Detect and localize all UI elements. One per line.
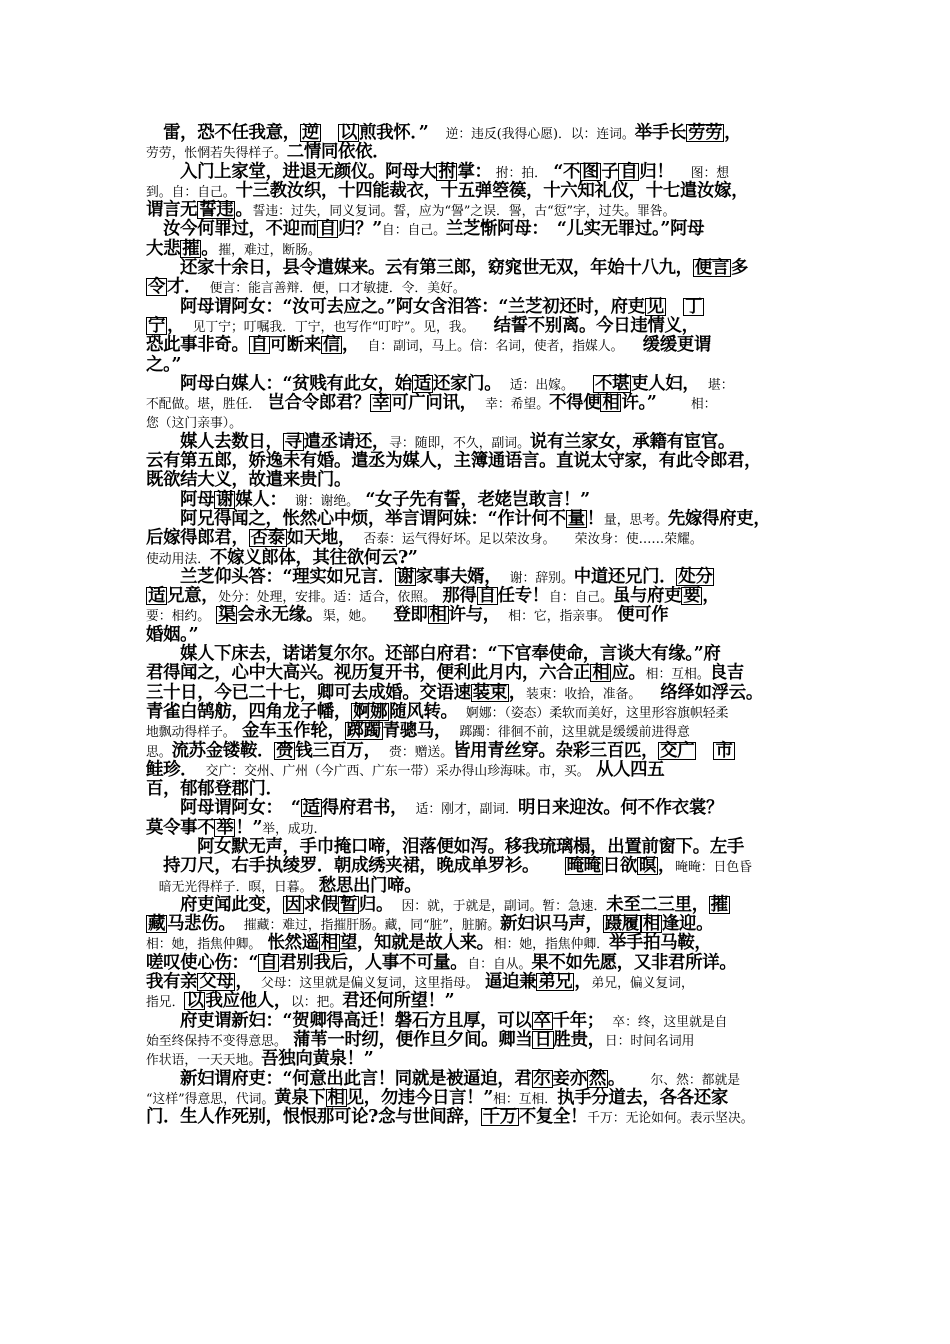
main-text: ， xyxy=(235,972,261,993)
main-text: 莫令事不 xyxy=(146,817,215,838)
main-text: 持刀尺，右手执绫罗．朝成绣夹裙，晚成单罗衫。 xyxy=(146,856,565,877)
text-line xyxy=(146,549,820,568)
main-text: 随风转。 xyxy=(389,701,467,722)
main-text: 应。 xyxy=(611,663,646,684)
text-line xyxy=(146,664,820,683)
annotation-note: 相：她，指焦仲卿。 xyxy=(146,937,268,953)
boxed-keyword: 暝 xyxy=(638,856,657,877)
main-text: 十三教汝织，十四能裁衣，十五弹箜篌，十六知礼仪，十七遣汝嫁， xyxy=(235,180,749,201)
boxed-keyword: 然 xyxy=(588,1068,606,1089)
annotation-note: 举，成功. xyxy=(262,821,318,837)
annotation-note: 寻：随即，不久，副词。 xyxy=(389,435,530,451)
boxed-keyword: 自 xyxy=(250,335,268,356)
annotation-note: 使动用法． xyxy=(146,551,210,567)
main-text: 果不如先愿，又非君所详。 xyxy=(531,952,737,973)
annotation-note: 适：出嫁。 xyxy=(509,377,593,393)
main-text: 许。” xyxy=(621,393,691,414)
text-line xyxy=(146,471,820,490)
text-line xyxy=(146,433,820,452)
boxed-keyword: 市 xyxy=(715,740,733,761)
main-text: 后嫁得郎君， xyxy=(146,528,249,549)
main-text: 遣丞请还， xyxy=(303,431,390,452)
text-line xyxy=(146,587,820,606)
boxed-keyword: 拊 xyxy=(438,161,456,182)
text-line xyxy=(146,722,820,741)
annotation-note: 适：刚才，副词． xyxy=(415,802,518,818)
main-text: 阿母谓阿女： “ xyxy=(180,798,301,819)
text-line xyxy=(146,143,820,162)
annotation-note: 劳劳，怅惘若失得样子。 xyxy=(146,146,287,162)
boxed-keyword: 幸 xyxy=(372,393,390,414)
boxed-keyword: 相 xyxy=(602,393,620,414)
boxed-keyword: 自 xyxy=(478,586,496,607)
main-text: ， xyxy=(702,586,720,607)
main-text: 青骢马， xyxy=(382,721,460,742)
main-text: 愁思出门啼。 xyxy=(318,875,422,896)
main-text xyxy=(321,123,338,143)
main-text: 府吏闻此变， xyxy=(180,894,283,915)
main-text: 府吏谓新妇：“贺卿得高迁！磐石方且厚，可以 xyxy=(180,1010,532,1031)
text-line xyxy=(146,298,820,317)
annotation-note: 地飘动得样子。 xyxy=(146,725,242,741)
boxed-keyword: 尔 xyxy=(533,1068,551,1089)
main-text: 阿母白媒人：“贫贱有此女，始 xyxy=(180,373,412,394)
boxed-keyword: 信 xyxy=(322,335,341,356)
text-line xyxy=(146,1108,820,1127)
boxed-keyword: 蹑履 xyxy=(604,914,639,935)
boxed-keyword: 适 xyxy=(413,373,431,394)
main-text: 之。” xyxy=(146,354,182,375)
annotation-note: 以：把。 xyxy=(290,995,343,1011)
annotation-note: 谢：辞别。 xyxy=(509,570,574,586)
boxed-keyword: 以 xyxy=(186,991,204,1012)
annotation-note: 暗无光得样子．暝，日暮。 xyxy=(146,879,319,895)
main-text: 我应他人， xyxy=(205,991,291,1012)
annotation-note: 到。自：自己。 xyxy=(146,184,236,200)
annotation-note: 赍：赠送。 xyxy=(389,744,454,760)
main-text: 多 xyxy=(730,258,749,279)
main-text: 登即 xyxy=(393,605,428,626)
main-text: 阿母 xyxy=(180,489,215,510)
boxed-keyword: 相 xyxy=(429,605,447,626)
boxed-keyword: 适 xyxy=(302,798,320,819)
boxed-keyword: 图 xyxy=(582,161,600,182)
main-text: 虽与府吏 xyxy=(612,586,682,607)
main-text: ， xyxy=(658,856,676,877)
main-text: 阿兄得闻之，怅然心中烦，举言谓阿妹：“作计何不 xyxy=(180,508,566,529)
main-text: 新妇谓府吏：“何意出此言！同就是被逼迫，君 xyxy=(180,1068,532,1089)
text-line xyxy=(146,742,820,761)
annotation-note: 婀娜：（姿态）柔软而美好，这里形容旗帜轻柔 xyxy=(466,705,729,721)
main-text: 执手分道去，各各还家 xyxy=(557,1087,728,1108)
annotation-note: 自：副词，马上。信：名词，使者，指媒人。 xyxy=(367,339,643,355)
main-text: 妾亦 xyxy=(552,1068,587,1089)
main-text: 媒人： xyxy=(235,489,295,510)
annotation-note: 自：自从。 xyxy=(467,956,532,972)
text-line xyxy=(146,626,820,645)
annotation-note: 处分：处理，安排。适：适合，依照。 xyxy=(218,590,443,606)
annotation-note: 千万：无论如何。表示坚决。 xyxy=(587,1111,754,1127)
text-line xyxy=(146,1089,820,1108)
main-text: 门．生人作死别，恨恨那可论?念与世间辞， xyxy=(146,1107,481,1128)
text-line xyxy=(146,491,820,510)
text-line xyxy=(146,838,820,857)
annotation-note: 弟兄，偏义复词， xyxy=(591,976,694,992)
boxed-keyword: 谢 xyxy=(396,566,414,587)
main-text: 未至二三里， xyxy=(606,894,709,915)
text-line xyxy=(146,240,820,259)
text-line xyxy=(146,182,820,201)
annotation-note: 尔、然：都就是 xyxy=(650,1072,741,1088)
main-text: 说有兰家女，承籍有宦官。 xyxy=(529,431,735,452)
annotation-note: 相：她，指焦仲卿． xyxy=(493,937,609,953)
main-text: 百，郁郁登郡门． xyxy=(146,779,283,800)
main-text: ！” xyxy=(235,817,263,838)
annotation-note: 交广：交州、广州（今广西、广东一带）采办得山珍海味。市，买。 xyxy=(205,763,596,779)
text-line xyxy=(146,896,820,915)
text-line xyxy=(146,510,820,529)
main-text: 良吉 xyxy=(709,663,744,684)
main-text: ， xyxy=(574,972,592,993)
annotation-note: 父母：这里就是偏义复词，这里指母。 xyxy=(260,976,485,992)
annotation-note: 相：互相． xyxy=(493,1091,558,1107)
annotation-note: 思。 xyxy=(146,744,172,760)
main-text: 二情同依依． xyxy=(286,142,390,163)
text-line xyxy=(146,220,820,239)
main-text: 蒲苇一时纫，便作旦夕间。卿当 xyxy=(293,1029,533,1050)
text-line xyxy=(146,915,820,934)
main-text: 阿母谓阿女：“汝可去应之。”阿女含泪答：“兰芝初还时，府吏 xyxy=(180,296,645,317)
main-text: ！ xyxy=(586,508,604,529)
main-text: 汝今何罪过，不迎而 xyxy=(146,219,317,240)
text-line xyxy=(146,375,820,394)
annotation-note: 相：互相。 xyxy=(645,667,710,683)
annotation-note: 相： xyxy=(690,397,717,413)
main-text: 日欲 xyxy=(602,856,637,877)
main-text xyxy=(666,297,683,317)
text-line xyxy=(146,992,820,1011)
boxed-keyword: 誓违 xyxy=(199,200,234,221)
main-text: 恐此事非奇。 xyxy=(146,335,249,356)
main-text: ， xyxy=(508,682,527,703)
text-line xyxy=(146,413,820,432)
text-line xyxy=(146,761,820,780)
main-text: 那得 xyxy=(442,586,477,607)
text-line xyxy=(146,954,820,973)
main-text: 还家门。 xyxy=(432,373,510,394)
main-text: 大悲 xyxy=(146,238,181,259)
annotation-note: 因：就，于就是，副词。暂：急速． xyxy=(401,898,607,914)
text-line xyxy=(146,799,820,818)
main-text: 嗟叹使心伤：“ xyxy=(146,952,259,973)
annotation-note: 您（这门亲事）。 xyxy=(146,416,242,432)
main-text: 胜贵， xyxy=(553,1029,605,1050)
boxed-keyword: 要 xyxy=(683,586,701,607)
boxed-keyword: 宁 xyxy=(148,315,166,336)
main-text: ， xyxy=(167,315,193,336)
main-text: 君还何所望！” xyxy=(342,991,455,1012)
boxed-keyword: 父母 xyxy=(199,972,234,993)
annotation-note: 装束：收拾，准备。 xyxy=(526,686,661,702)
main-text: 便可作 xyxy=(617,605,669,626)
text-line xyxy=(146,1070,820,1089)
text-line xyxy=(146,317,820,336)
text-line xyxy=(146,703,820,722)
annotation-note: 不配做。堪，胜任． xyxy=(146,397,268,413)
main-text: 掌： xyxy=(457,161,483,182)
annotation-note: 始至终保持不变得意思。 xyxy=(146,1033,294,1049)
text-line xyxy=(146,278,820,297)
main-text: 兰芝惭阿母： “儿实无罪过。”阿母 xyxy=(445,219,705,240)
main-text xyxy=(696,741,713,761)
text-line xyxy=(146,356,820,375)
main-text: 三十日，今已二十七，卿可去成婚。交语速 xyxy=(146,682,471,703)
main-text: 会永无缘。 xyxy=(237,605,323,626)
main-text: 如天地， xyxy=(286,528,364,549)
main-text: 先嫁得府吏， xyxy=(667,508,771,529)
boxed-keyword: 相 xyxy=(642,914,660,935)
text-line xyxy=(146,819,820,838)
main-text: 煎我怀．” xyxy=(359,123,446,143)
annotation-note: “这样”得意思，代词。 xyxy=(146,1091,275,1107)
boxed-keyword: 令 xyxy=(148,277,166,298)
text-line xyxy=(146,780,820,799)
boxed-keyword: 晻晻 xyxy=(566,856,601,877)
main-text: 缓缓更谓 xyxy=(642,335,712,356)
annotation-note: 晻晻：日色昏 xyxy=(675,860,752,876)
main-text: 家事夫婿， xyxy=(415,566,510,587)
text-line xyxy=(146,684,820,703)
main-text: 络绎如浮云。 xyxy=(660,682,763,703)
main-text: 见，勿违今日言！” xyxy=(346,1087,494,1108)
main-text: 婚姻。” xyxy=(146,624,199,645)
text-line xyxy=(146,934,820,953)
annotation-note: 否泰：运气得好坏。足以荣汝身。 荣汝身：使……荣耀。 xyxy=(363,532,703,548)
main-text: 结誓不别离。今日违情义， xyxy=(493,315,699,336)
main-text: 求假 xyxy=(303,894,338,915)
main-text: 归！ xyxy=(639,161,691,182)
text-line xyxy=(146,1050,820,1069)
main-text: 不得便 xyxy=(549,393,601,414)
boxed-keyword: 相 xyxy=(320,933,338,954)
annotation-note: 作状语，一天天地。 xyxy=(146,1053,262,1069)
main-text: 许与， xyxy=(448,605,509,626)
annotation-note: 渠，她。 xyxy=(322,609,394,625)
main-text: 举手拍马鞍， xyxy=(608,933,712,954)
main-text: 金车玉作轮， xyxy=(241,721,345,742)
annotation-note: 幸：希望。 xyxy=(485,397,550,413)
main-text: 钱三百万， xyxy=(295,740,390,761)
main-text: 逼迫兼 xyxy=(484,972,537,993)
main-text: 新妇识马声， xyxy=(500,914,603,935)
text-line xyxy=(146,201,820,220)
boxed-keyword: 自 xyxy=(260,952,278,973)
text-line xyxy=(146,163,820,182)
annotation-note: 踯躅：徘徊不前，这里就是缓缓前进得意 xyxy=(459,725,690,741)
main-text: 兰芝仰头答：“理实如兄言． xyxy=(180,566,395,587)
main-text: 子 xyxy=(601,161,619,182)
boxed-keyword: 否泰 xyxy=(250,528,285,549)
text-line xyxy=(146,606,820,625)
main-text: 怅然遥 xyxy=(267,933,319,954)
annotation-note: 指兄． xyxy=(146,995,185,1011)
main-text: ， xyxy=(342,335,368,356)
boxed-keyword: 处分 xyxy=(678,566,713,587)
boxed-keyword: 千万 xyxy=(482,1107,517,1128)
boxed-keyword: 因 xyxy=(284,894,302,915)
main-text: 不复全！ xyxy=(518,1107,588,1128)
text-line xyxy=(146,645,820,664)
boxed-keyword: 逆 xyxy=(301,123,319,143)
main-text: 媒人去数日， xyxy=(180,431,283,452)
main-text: 任专！ xyxy=(497,586,549,607)
boxed-keyword: 摧 xyxy=(182,238,200,259)
annotation-note: 堪： xyxy=(707,377,734,393)
main-text: 阿女默无声，手巾掩口啼，泪落便如泻。移我琉璃榻，出置前窗下。左手 xyxy=(180,836,744,857)
boxed-keyword: 相 xyxy=(592,663,610,684)
main-text: 可广问讯， xyxy=(391,393,486,414)
annotation-note: 量，思考。 xyxy=(603,512,668,528)
text-line xyxy=(146,336,820,355)
annotation-note: 便言：能言善辩．便，口才敏捷．令．美好。 xyxy=(209,281,466,297)
text-line xyxy=(146,857,820,876)
main-text: 还家十余日，县令遣媒来。云有第三郎，窈窕世无双，年始十八九， xyxy=(180,258,693,279)
annotation-note: 日：时间名词用 xyxy=(604,1033,695,1049)
main-text: 。 xyxy=(235,200,253,221)
main-text: 兄意， xyxy=(167,586,219,607)
annotation-note: 自：自己。 xyxy=(548,590,613,606)
main-text: ， xyxy=(724,123,742,143)
boxed-keyword: 藏 xyxy=(148,914,166,935)
boxed-keyword: 日 xyxy=(534,1029,552,1050)
main-text: 吾独向黄泉！” xyxy=(261,1049,374,1070)
annotation-note: 相：它，指亲事。 xyxy=(508,609,618,625)
boxed-keyword: 举 xyxy=(216,817,234,838)
boxed-keyword: 不堪 xyxy=(594,373,630,394)
boxed-keyword: 踯躅 xyxy=(346,721,381,742)
boxed-keyword: 丁 xyxy=(684,296,703,317)
main-text: 千年； xyxy=(552,1010,613,1031)
main-text: 云有第五郎，娇逸未有婚。遣丞为媒人，主簿通语言。直说太守家，有此令郎君， xyxy=(146,451,762,472)
main-text: 媒人下床去，诺诺复尔尔。还部白府君：“下官奉使命，言谈大有缘。”府 xyxy=(180,644,721,665)
annotation-note: 自：自己。 xyxy=(381,223,446,239)
main-text: 得府君书， xyxy=(321,798,416,819)
boxed-keyword: 渠 xyxy=(218,605,236,626)
main-text: 马悲伤。 xyxy=(167,914,244,935)
boxed-keyword: 量 xyxy=(567,508,585,529)
text-line xyxy=(146,877,820,896)
annotation-note: 摧，难过，断肠。 xyxy=(218,242,321,258)
main-text: 望，知就是故人来。 xyxy=(339,933,494,954)
annotation-note: 摧藏：难过，指摧肝肠。藏，同“脏”，脏腑。 xyxy=(243,918,501,934)
text-line xyxy=(146,124,820,143)
text-line xyxy=(146,1012,820,1031)
boxed-keyword: 摧 xyxy=(710,894,728,915)
boxed-keyword: 弟兄 xyxy=(538,972,573,993)
boxed-keyword: 以 xyxy=(340,123,358,143)
annotation-note: 要：相约。 xyxy=(146,609,217,625)
main-text: 青雀白鹄舫，四角龙子幡， xyxy=(146,701,352,722)
main-text: 皆用青丝穿。杂彩三百匹， xyxy=(453,740,659,761)
main-text: 鲑珍． xyxy=(146,759,206,780)
boxed-keyword: 便言 xyxy=(694,258,729,279)
main-text: 才． xyxy=(167,277,210,298)
main-text: 不嫁义郎体，其往欲何云?” xyxy=(209,547,418,568)
boxed-keyword: 自 xyxy=(620,161,638,182)
main-text: 从人四五 xyxy=(595,759,665,780)
main-text: 可断来 xyxy=(269,335,321,356)
main-text: 归。 xyxy=(358,894,402,915)
main-text: 逢迎。 xyxy=(661,914,714,935)
annotation-note: 谢：谢绝。 xyxy=(294,493,366,509)
main-text: 黄泉下 xyxy=(274,1087,326,1108)
boxed-keyword: 交广 xyxy=(660,740,695,761)
boxed-keyword: 见 xyxy=(646,296,664,317)
main-text: 流苏金镂鞍． xyxy=(171,740,275,761)
text-line xyxy=(146,394,820,413)
boxed-keyword: 婀娜 xyxy=(353,701,388,722)
text-line xyxy=(146,568,820,587)
annotation-note: 拊：拍． xyxy=(482,165,554,181)
main-text: 既欲结大义，故遣来贵门。 xyxy=(146,470,352,491)
boxed-keyword: 自 xyxy=(318,219,337,240)
main-text: 。 xyxy=(201,238,219,259)
main-text: “女子先有誓，老姥岂敢言！” xyxy=(365,489,590,510)
main-text: “不 xyxy=(553,161,581,182)
main-text: 举手长 xyxy=(634,123,687,143)
main-text: 岂合令郎君？ xyxy=(267,393,371,414)
annotation-note: 见丁宁；叮嘱我．丁宁，也写作“叮咛”。见，我。 xyxy=(192,319,494,335)
main-text: 雷，恐不任我意， xyxy=(146,123,300,143)
boxed-keyword: 暂 xyxy=(339,894,357,915)
text-line xyxy=(146,452,820,471)
boxed-keyword: 寻 xyxy=(284,431,302,452)
annotation-note: 誓违：过失，同义复词。誓，应为“諐”之误．諐，古“愆”字，过失。罪咎。 xyxy=(252,204,676,220)
main-text: 我有亲 xyxy=(146,972,198,993)
text-line xyxy=(146,529,820,548)
main-text: 。 xyxy=(607,1068,651,1089)
boxed-keyword: 装束 xyxy=(472,682,507,703)
boxed-keyword: 相 xyxy=(327,1087,345,1108)
text-line xyxy=(146,259,820,278)
main-text: 入门上家堂，进退无颜仪。阿母大 xyxy=(180,161,437,182)
main-text: 明日来迎汝。何不作衣裳？ xyxy=(517,798,724,819)
main-text: 君得闻之，心中大高兴。视历复开书，便利此月内，六合正 xyxy=(146,663,591,684)
main-text: 归？” xyxy=(338,219,382,240)
boxed-keyword: 赍 xyxy=(276,740,294,761)
boxed-keyword: 适 xyxy=(148,586,166,607)
boxed-keyword: 卒 xyxy=(533,1010,551,1031)
annotation-note: 卒：终，这里就是自 xyxy=(612,1014,728,1030)
annotation-note: 图：想 xyxy=(690,165,730,181)
boxed-keyword: 劳劳 xyxy=(688,123,723,143)
document-page xyxy=(146,124,820,1127)
boxed-keyword: 谢 xyxy=(216,489,234,510)
main-text: 吏人妇， xyxy=(631,373,708,394)
text-line xyxy=(146,1031,820,1050)
main-text: 君别我后，人事不可量。 xyxy=(279,952,468,973)
text-line xyxy=(146,973,820,992)
main-text: 中道还兄门． xyxy=(573,566,677,587)
annotation-note: 逆：违反(我得心愿)．以：连词。 xyxy=(445,127,635,142)
main-text: 谓言无 xyxy=(146,200,198,221)
